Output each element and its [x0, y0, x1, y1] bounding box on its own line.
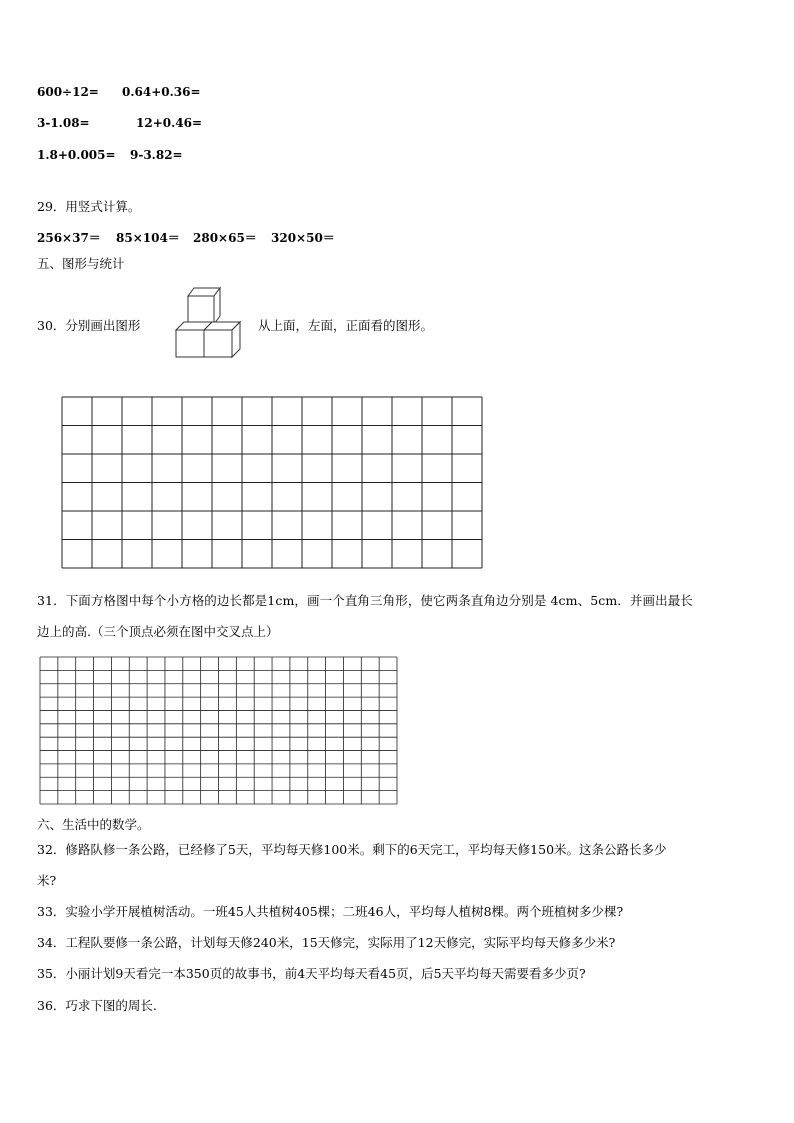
question-30-prefix: 30．分别画出图形 — [37, 318, 141, 333]
question-32-line1: 32．修路队修一条公路，已经修了5天，平均每天修100米。剩下的6天完工，平均每天修150米。这条公路长多少 — [37, 842, 667, 857]
grid-q31 — [40, 657, 397, 804]
cube-stack-figure — [176, 288, 240, 357]
section-heading: 五、图形与统计 — [37, 256, 125, 271]
question-35: 35．小丽计划9天看完一本350页的故事书，前4天平均每天看45页，后5天平均每天需要看多少页? — [37, 966, 586, 981]
question-34: 34．工程队要修一条公路，计划每天修240米，15天修完，实际用了12天修完，实际平均每天修多少米? — [37, 935, 616, 950]
calc-expression: 0.64+0.36= — [122, 85, 201, 99]
calc-expression: 9-3.82= — [130, 148, 183, 162]
question-29-title: 29．用竖式计算。 — [37, 199, 141, 214]
question-31-line1: 31．下面方格图中每个小方格的边长都是1cm，画一个直角三角形，使它两条直角边分别是 4cm、5cm．并画出最长 — [37, 593, 693, 608]
section-heading: 六、生活中的数学。 — [37, 817, 150, 832]
question-36: 36．巧求下图的周长. — [37, 998, 157, 1013]
question-30-suffix: 从上面，左面，正面看的图形。 — [258, 318, 434, 333]
calc-expression: 1.8+0.005= — [37, 148, 116, 162]
vertical-calc-item: 320×50＝ — [271, 231, 335, 245]
question-33: 33．实验小学开展植树活动。一班45人共植树405棵；二班46人，平均每人植树8棵。两个班植树多少棵? — [37, 904, 624, 919]
vertical-calc-item: 85×104＝ — [116, 231, 180, 245]
vertical-calc-item: 256×37＝ — [37, 231, 101, 245]
vertical-calc-item: 280×65＝ — [193, 231, 257, 245]
calc-expression: 12+0.46= — [136, 116, 203, 130]
grid-q30 — [62, 397, 482, 568]
question-32-line2: 米? — [37, 873, 57, 888]
calc-expression: 600÷12= — [37, 85, 99, 99]
calc-expression: 3-1.08= — [37, 116, 90, 130]
question-31-line2: 边上的高.（三个顶点必须在图中交叉点上） — [37, 624, 279, 639]
